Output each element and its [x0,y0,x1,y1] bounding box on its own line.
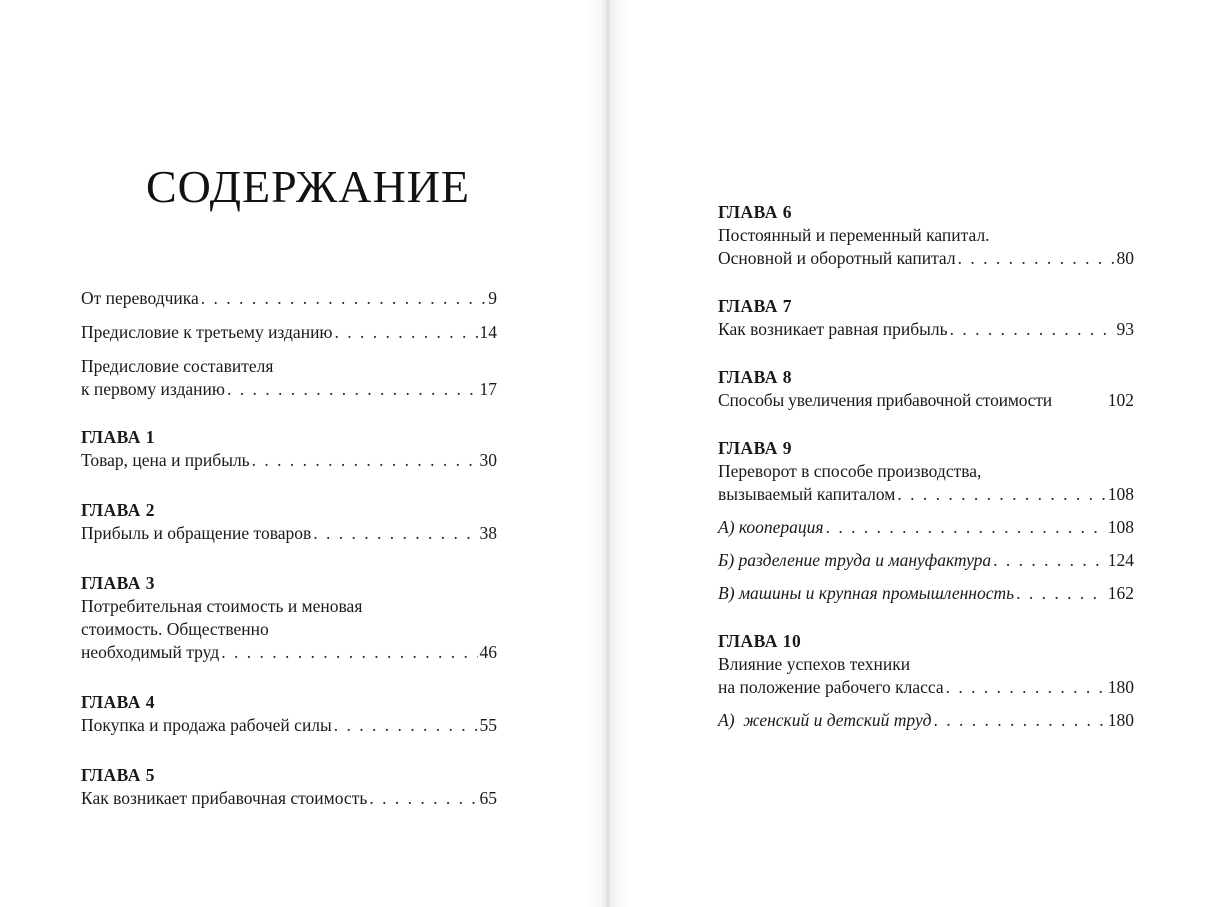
chapter-heading: ГЛАВА 9 [718,438,793,458]
toc-entry-title: Как возникает прибавочная стоимость [81,788,368,808]
toc-entry-title: Переворот в способе производства, [718,461,982,481]
toc-line [81,595,497,618]
right-page [607,0,1214,907]
toc-page-number: 80 [1116,248,1134,268]
dot-leader [1016,582,1106,605]
chapter-heading: ГЛАВА 2 [81,500,156,520]
toc-line [81,449,497,472]
toc-chapter [718,437,1134,506]
dot-leader [227,378,478,401]
toc-page-number: 93 [1116,319,1134,339]
toc-entry-title: От переводчика [81,288,199,308]
toc-line [718,224,1134,247]
toc-entry-title: к первому изданию [81,379,225,399]
toc-subentry [718,709,1134,732]
toc-left-column [81,287,497,810]
dot-leader [993,549,1106,572]
toc-line [81,378,497,401]
toc-page-number: 124 [1107,550,1134,570]
toc-entry-title: Основной и оборотный капитал [718,248,956,268]
toc-page-number: 108 [1107,484,1134,504]
dot-leader [252,449,478,472]
toc-entry-title: Предисловие составителя [81,356,274,376]
toc-page-number: 65 [479,788,497,808]
toc-line [718,709,1134,732]
toc-entry-title: Прибыль и обращение товаров [81,523,312,543]
toc-chapter [81,499,497,545]
dot-leader [334,714,478,737]
chapter-heading: ГЛАВА 5 [81,765,156,785]
toc-subentry [718,549,1134,572]
dot-leader [950,318,1115,341]
dot-leader [946,676,1106,699]
chapter-heading: ГЛАВА 3 [81,573,156,593]
page-title: СОДЕРЖАНИЕ [146,161,471,212]
toc-page-number: 46 [479,642,497,662]
dot-leader [897,483,1105,506]
toc-line [81,355,497,378]
chapter-heading: ГЛАВА 8 [718,367,793,387]
toc-page-number: 17 [479,379,497,399]
toc-page-number: 14 [479,322,497,342]
toc-page-number: 55 [479,715,497,735]
toc-line [81,321,497,344]
toc-subentry-title: А) кооперация [718,517,824,537]
toc-line [718,516,1134,539]
toc-subentry-title: В) машины и крупная промышленность [718,583,1015,603]
chapter-heading: ГЛАВА 7 [718,296,793,316]
toc-chapter [81,691,497,737]
toc-entry-title: Предисловие к третьему изданию [81,322,333,342]
chapter-heading: ГЛАВА 6 [718,202,793,222]
toc-line [718,247,1134,270]
dot-leader [335,321,478,344]
toc-chapter [81,572,497,664]
toc-line [81,287,497,310]
toc-entry-title: Покупка и продажа рабочей силы [81,715,332,735]
toc-line [718,549,1134,572]
toc-line [718,460,1134,483]
toc-line [718,653,1134,676]
toc-entry-title: Как возникает равная прибыль [718,319,948,339]
toc-entry-title: Товар, цена и прибыль [81,450,250,470]
toc-chapter [81,426,497,472]
toc-chapter [718,201,1134,270]
toc-entry-title: Постоянный и переменный капитал. [718,225,990,245]
toc-subentry-title: Б) разделение труда и мануфактура [718,550,992,570]
chapter-heading: ГЛАВА 10 [718,631,802,651]
dot-leader [934,709,1106,732]
toc-page-number: 38 [479,523,497,543]
toc-line [81,618,497,641]
toc-chapter [718,630,1134,699]
toc-entry-title: Способы увеличения прибавочной стоимости [718,390,1052,410]
toc-entry [81,321,497,344]
toc-entry-title: вызываемый капиталом [718,484,896,504]
toc-page-number: 102 [1107,390,1134,410]
toc-entry [81,355,497,401]
toc-entry-title: на положение рабочего класса [718,677,944,697]
toc-page-number: 108 [1107,517,1134,537]
toc-entry-title: необходимый труд [81,642,220,662]
toc-line [81,641,497,664]
toc-line [81,522,497,545]
toc-line [718,318,1134,341]
toc-entry-title: Влияние успехов техники [718,654,911,674]
dot-leader [369,787,477,810]
toc-line [718,389,1134,412]
toc-chapter [81,764,497,810]
toc-line [718,483,1134,506]
toc-page-number: 9 [488,288,497,308]
toc-entry [81,287,497,310]
dot-leader [826,516,1106,539]
toc-entry-title: Потребительная стоимость и меновая [81,596,363,616]
dot-leader [958,247,1115,270]
toc-page-number: 30 [479,450,497,470]
toc-chapter [718,295,1134,341]
toc-line [718,676,1134,699]
toc-line [81,714,497,737]
chapter-heading: ГЛАВА 1 [81,427,156,447]
toc-subentry-title: А) женский и детский труд [718,710,932,730]
toc-entry-title: стоимость. Общественно [81,619,269,639]
dot-leader [221,641,477,664]
dot-leader [313,522,477,545]
toc-chapter [718,366,1134,412]
toc-subentry [718,516,1134,539]
toc-page-number: 162 [1107,583,1134,603]
toc-page-number: 180 [1107,677,1134,697]
toc-page-number: 180 [1107,710,1134,730]
dot-leader [201,287,486,310]
toc-right-column [718,201,1134,732]
toc-subentry [718,582,1134,605]
chapter-heading: ГЛАВА 4 [81,692,156,712]
toc-line [718,582,1134,605]
toc-line [81,787,497,810]
